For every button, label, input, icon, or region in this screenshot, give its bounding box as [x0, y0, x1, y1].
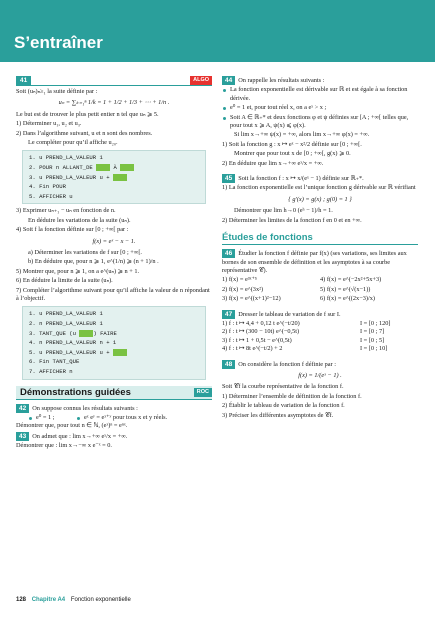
ex47-f: 2) f : t ↦ (300 − 10t) e^(−0,5t) [222, 328, 300, 336]
exercise-number: 42 [16, 404, 29, 413]
code-line: 2. n PREND_LA_VALEUR 1 [29, 320, 103, 328]
right-column [222, 76, 418, 421]
ex47-f: 1) f : t ↦ 4,4 + 0,12 t e^(−t/20) [222, 319, 300, 327]
ex44-b3: Soit A ∈ ℝ₊* et deux fonctions φ et ψ définies sur [A ; +∞[ telles que, pour tout x ⩾ A, ψ(x) ⩽ φ(x). [222, 114, 418, 131]
code-line: 7. AFFICHER n [29, 368, 73, 376]
ex41-q7: 7) Compléter l’algorithme suivant pour qu’il affiche la valeur de n répondant à l’objectif. [16, 286, 210, 303]
left-column [16, 76, 212, 452]
ex47-row [222, 320, 418, 328]
code-line: 1. u PREND_LA_VALEUR 1 [29, 154, 103, 162]
ex41-q3: 3) Exprimer uₙ₊₁ − uₙ en fonction de n. [16, 207, 116, 215]
ex46-item: 5) f(x) = e^(√(x−1)) [320, 285, 371, 293]
ex44-b1: La fonction exponentielle est dérivable sur ℝ et est égale à sa fonction dérivée. [222, 86, 418, 103]
ex46-item: 3) f(x) = e^((x+1)²−12) [222, 295, 281, 303]
exercise-number: 46 [222, 249, 235, 258]
ex48-c: Soit 𝒞f la courbe représentative de la fonction f. [222, 383, 344, 391]
code-line: 4. n PREND_LA_VALEUR n + 1 [29, 339, 117, 347]
code-line: 5. u PREND_LA_VALEUR u + [29, 348, 199, 358]
algorithm-box-1 [22, 150, 206, 204]
exercise-number: 45 [222, 174, 235, 183]
ex45-system: { g′(x) = g(x) ; g(0) = 1 } [288, 195, 352, 203]
ex47-f: 3) f : t ↦ 1 + 0,5t − e^(0,5t) [222, 336, 292, 344]
ex48-q3: 3) Préciser les différentes asymptotes de 𝒞f. [222, 411, 334, 419]
code-line: 2. POUR n ALLANT_DE À [29, 163, 199, 173]
ex43-l1: 43 On admet que : lim x→+∞ eˣ/x = +∞. [16, 432, 212, 441]
ex47-row [222, 345, 418, 353]
ex47-intro: 47 Dresser le tableau de variation de f sur I. [222, 310, 418, 319]
algorithm-box-2 [22, 306, 206, 379]
code-line: 3. u PREND_LA_VALEUR u + [29, 173, 199, 183]
ex41-q3b: En déduire les variations de la suite (uₙ). [28, 216, 131, 224]
ex47-interval: I = [0 ; 10] [360, 345, 388, 353]
blank-field[interactable] [120, 164, 134, 171]
ex48-q2: 2) Établir le tableau de variation de la fonction f. [222, 402, 345, 410]
exercise-number: 47 [222, 310, 235, 319]
ex44-q1b: Montrer que pour tout x de [0 ; +∞[, g(x) ⩾ 0. [234, 150, 351, 158]
ex44-b2: e⁰ = 1 et, pour tout réel x, on a eˣ > x ; [222, 104, 418, 112]
ex41-q6: 6) En déduire la limite de la suite (uₙ). [16, 277, 113, 285]
ex42-intro: 42 On suppose connus les résultats suivants : [16, 404, 212, 413]
ex46-item: 4) f(x) = e^(−2x²+5x+3) [320, 276, 382, 284]
ex42-bullets [16, 414, 212, 422]
chapter-label: Chapitre A4 [31, 597, 66, 603]
ex46-intro: 46 Étudier la fonction f définie par f(x) (ses variations, ses limites aux bornes de son ensemble de définition et les asymptotes à sa courbe représentative 𝒞). [222, 250, 407, 274]
ex47-row [222, 328, 418, 336]
blank-field[interactable] [113, 174, 127, 181]
ex44-q1: 1) Soit la fonction g : x ↦ eˣ − x²/2 définie sur [0 ; +∞[. [222, 140, 362, 148]
chapter-title: Fonction exponentielle [70, 597, 131, 603]
ex41-q2: 2) Dans l’algorithme suivant, u et n sont des nombres. [16, 129, 153, 137]
ex45-q1b: Démontrer que lim h→0 (eʰ − 1)/h = 1. [234, 207, 333, 215]
ex42-b2: eˣ eʸ = eˣ⁺ʸ pour tous x et y réels. [76, 414, 212, 422]
blank-field[interactable] [96, 164, 110, 171]
blank-field[interactable] [79, 330, 93, 337]
ex41-f: f(x) = eˣ − x − 1. [92, 237, 136, 245]
ex41-q1: 1) Déterminer u₁, u₂ et u₃. [16, 120, 82, 128]
ex41-qa: a) Déterminer les variations de f sur [0 ; +∞[. [28, 249, 142, 257]
page-title: S’entraîner [14, 33, 103, 52]
section-demonstrations [16, 386, 212, 400]
ex41-q4: 4) Soit f la fonction définie sur [0 ; +∞[ par : [16, 226, 129, 234]
ex46-item: 1) f(x) = e³ˣ⁺⁵ [222, 276, 257, 284]
exercise-number: 44 [222, 76, 235, 85]
algo-badge: ALGO [190, 76, 212, 85]
ex47-f: 4) f : t ↦ 8t e^(−t/2) + 2 [222, 345, 283, 353]
ex47-interval: I = [0 ; 120] [360, 319, 391, 327]
page-footer [16, 596, 131, 604]
ex41-formula: uₙ = ∑ₖ₌₁ⁿ 1/k = 1 + 1/2 + 1/3 + ⋯ + 1/n . [58, 99, 170, 107]
ex45-q2: 2) Déterminer les limites de la fonction f en 0 et en +∞. [222, 216, 362, 224]
section-title: Démonstrations guidées [16, 386, 212, 399]
blank-field[interactable] [113, 349, 127, 356]
exercise-number: 43 [16, 432, 29, 441]
ex43-l2: Démontrer que : lim x→−∞ x e⁻ˣ = 0. [16, 442, 112, 450]
ex45-intro: 45 Soit la fonction f : x ↦ x/(eˣ − 1) définie sur ℝ₊*. [222, 174, 418, 183]
exercise-41-header [16, 76, 212, 86]
ex47-row [222, 337, 418, 345]
ex41-q2b: Le compléter pour qu’il affiche u₂₀. [28, 139, 118, 147]
ex48-q1: 1) Déterminer l’ensemble de définition de la fonction f. [222, 392, 362, 400]
ex44-intro: 44 On rappelle les résultats suivants : [222, 76, 418, 85]
ex46-item: 6) f(x) = e^((2x−3)/x) [320, 295, 375, 303]
ex46-items [222, 276, 418, 304]
exercise-number: 41 [16, 76, 31, 86]
ex41-goal: Le but est de trouver le plus petit entier n tel que uₙ ⩾ 5. [16, 110, 159, 118]
section-title: Études de fonctions [222, 232, 313, 244]
ex41-q5: 5) Montrer que, pour n ⩾ 1, on a e^(uₙ) ⩾ n + 1. [16, 267, 140, 275]
code-line: 3. TANT_QUE (u ) FAIRE [29, 329, 117, 337]
code-line: 4. Fin POUR [29, 183, 66, 191]
code-line: 1. u PREND_LA_VALEUR 1 [29, 310, 103, 318]
ex48-intro: 48 On considère la fonction f définie par : [222, 360, 418, 369]
ex48-f: f(x) = 1/(eˣ − 1) . [298, 371, 342, 379]
code-line: 5. AFFICHER u [29, 192, 73, 200]
ex47-interval: I = [0 ; 5] [360, 336, 385, 344]
ex47-interval: I = [0 ; 7] [360, 328, 385, 336]
ex41-qb: b) En déduire que, pour n ⩾ 1, e^(1/n) ⩾ (n + 1)/n . [28, 258, 159, 266]
roc-badge: ROC [194, 388, 212, 397]
ex44-q2: 2) En déduire que lim x→+∞ eˣ/x = +∞. [222, 159, 324, 167]
ex45-q1: 1) La fonction exponentielle est l’unique fonction g dérivable sur ℝ vérifiant [222, 184, 416, 192]
exercise-number: 48 [222, 360, 235, 369]
page-number: 128 [16, 597, 27, 603]
ex41-intro: Soit (uₙ)ₙ≥₁ la suite définie par : [16, 88, 98, 95]
code-line: 6. Fin TANT_QUE [29, 358, 80, 366]
section-etudes [222, 231, 418, 245]
ex42-q: Démontrer que, pour tout n ∈ ℕ, (eˣ)ⁿ = eⁿˣ. [16, 422, 128, 430]
ex44-b3b: Si lim x→+∞ ψ(x) = +∞, alors lim x→+∞ φ(x) = +∞. [234, 131, 370, 139]
ex46-item: 2) f(x) = e^(3x²) [222, 285, 264, 293]
ex42-b1: e⁰ = 1 ; [28, 414, 76, 422]
chapter-banner [0, 0, 435, 62]
